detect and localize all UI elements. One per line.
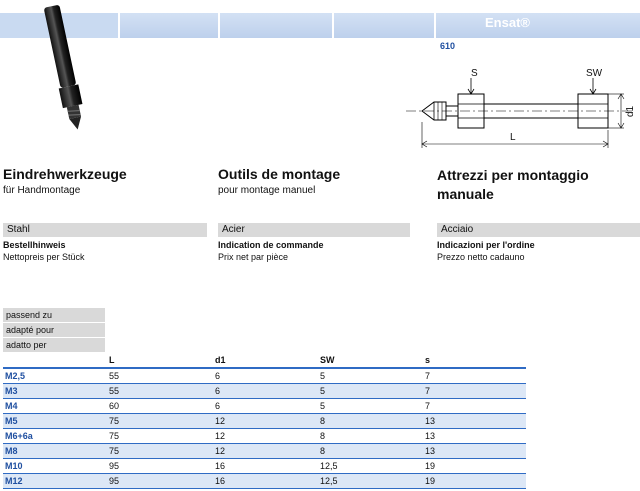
row-l: 75 (109, 446, 120, 456)
table-row (3, 369, 526, 384)
subtitle-fr: pour montage manuel (218, 185, 316, 196)
row-sw: 12,5 (320, 476, 338, 486)
row-s: 7 (425, 401, 431, 411)
material-fr: Acier (218, 223, 410, 237)
row-l: 75 (109, 416, 120, 426)
title-it: Attrezzi per montaggio manuale (437, 167, 589, 202)
row-size: M3 (5, 386, 18, 396)
subtitle-de: für Handmontage (3, 185, 81, 196)
table-row (3, 414, 526, 429)
drawing-label-d1: d1 (625, 105, 636, 117)
row-size: M2,5 (5, 371, 26, 381)
row-d1: 6 (215, 386, 221, 396)
drawing-label-l: L (510, 132, 516, 143)
row-size: M4 (5, 401, 18, 411)
row-s: 19 (425, 476, 436, 486)
row-size: M6+6a (5, 431, 33, 441)
table-row (3, 474, 526, 489)
drawing-label-sw: SW (586, 68, 603, 79)
row-l: 55 (109, 386, 120, 396)
order-heading-de: Bestellhinweis (3, 240, 66, 250)
fit-label-de: passend zu (3, 308, 105, 322)
col-header-s: s (425, 355, 431, 365)
col-header-sw: SW (320, 355, 335, 365)
banner-cell (218, 13, 332, 38)
table-row (3, 459, 526, 474)
table-row (3, 399, 526, 414)
row-l: 95 (109, 476, 120, 486)
material-it: Acciaio (437, 223, 640, 237)
row-sw: 5 (320, 401, 326, 411)
row-s: 7 (425, 386, 431, 396)
row-l: 60 (109, 401, 120, 411)
col-header-l: L (109, 355, 115, 365)
row-sw: 12,5 (320, 461, 338, 471)
row-d1: 12 (215, 431, 226, 441)
banner-cell (332, 13, 434, 38)
banner-cell (434, 13, 640, 38)
row-l: 75 (109, 431, 120, 441)
material-de: Stahl (3, 223, 207, 237)
tool-image (28, 0, 108, 135)
row-size: M5 (5, 416, 18, 426)
row-s: 13 (425, 446, 436, 456)
row-s: 13 (425, 416, 436, 426)
row-d1: 12 (215, 446, 226, 456)
row-s: 13 (425, 431, 436, 441)
row-s: 7 (425, 371, 431, 381)
row-d1: 6 (215, 371, 221, 381)
col-header-d1: d1 (215, 355, 226, 365)
table-row (3, 444, 526, 459)
order-text-it: Prezzo netto cadauno (437, 252, 525, 262)
fit-label-it: adatto per (3, 338, 105, 352)
row-l: 95 (109, 461, 120, 471)
row-d1: 6 (215, 401, 221, 411)
row-sw: 8 (320, 416, 326, 426)
row-sw: 5 (320, 371, 326, 381)
title-fr: Outils de montage (218, 166, 341, 182)
order-heading-it: Indicazioni per l'ordine (437, 240, 535, 250)
row-size: M12 (5, 476, 23, 486)
brand-label: Ensat® (485, 15, 530, 30)
order-text-fr: Prix net par pièce (218, 252, 289, 262)
fit-label-fr: adapté pour (3, 323, 105, 337)
row-sw: 8 (320, 446, 326, 456)
technical-drawing (400, 64, 640, 154)
row-l: 55 (109, 371, 120, 381)
row-s: 19 (425, 461, 436, 471)
row-size: M10 (5, 461, 23, 471)
drawing-label-s: S (471, 68, 478, 79)
order-text-de: Nettopreis per Stück (3, 252, 85, 262)
row-d1: 12 (215, 416, 226, 426)
row-d1: 16 (215, 461, 226, 471)
row-sw: 5 (320, 386, 326, 396)
row-d1: 16 (215, 476, 226, 486)
order-heading-fr: Indication de commande (218, 240, 324, 250)
row-size: M8 (5, 446, 18, 456)
title-de: Eindrehwerkzeuge (3, 166, 127, 182)
banner-cell (118, 13, 218, 38)
table-row (3, 429, 526, 444)
row-sw: 8 (320, 431, 326, 441)
catalog-number: 610 (440, 41, 456, 51)
table-row (3, 384, 526, 399)
